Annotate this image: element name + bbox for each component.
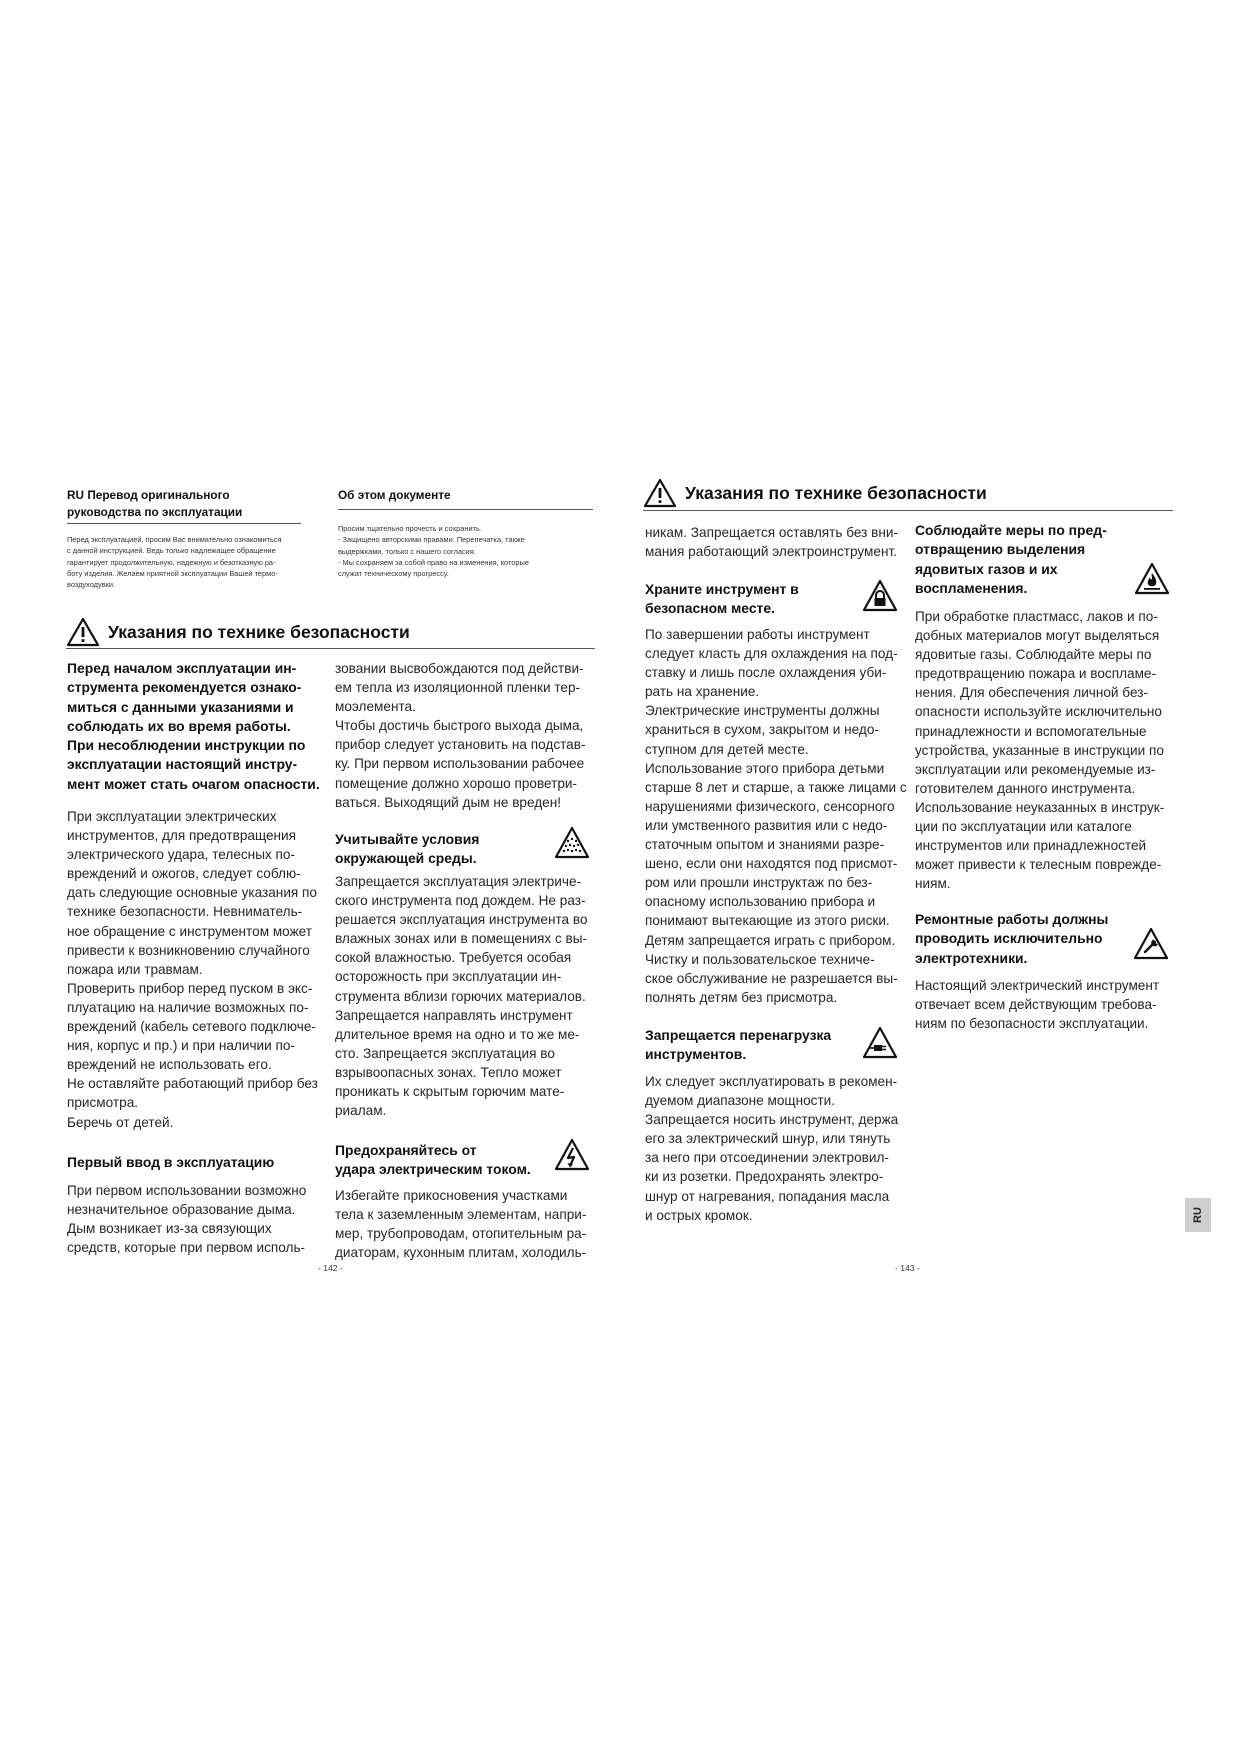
safety-banner-title: Указания по технике безопасности: [108, 621, 410, 642]
plug-overload-icon: [862, 1026, 898, 1060]
first-use-title: Первый ввод в эксплуатацию: [67, 1154, 275, 1170]
page-number-left: - 142 -: [318, 1263, 343, 1273]
electric-shock-title: Предохраняйтесь от удара электрическим током.: [335, 1142, 531, 1178]
banner-underline: [643, 510, 1173, 511]
intro-small-text: Перед эксплуатацией, просим Вас внимательно ознакомиться с данной инструкцией. Ведь только надлежащее обращение гарантирует продолжительную, надежную и безотказную ра- боту изделия. Желаем приятной эксплуатации Вашей термо- воздуходувки.: [67, 535, 282, 590]
electric-shock-icon: [554, 1138, 590, 1172]
repair-wrench-icon: [1133, 927, 1169, 961]
electric-shock-text: Избегайте прикосновения участками тела к заземленным элементам, напри- мер, трубопроводам, отопительным ра- диаторам, кухонным плитам, холодиль-: [335, 1188, 587, 1261]
toxic-gases-title: Соблюдайте меры по пред- отвращению выделения ядовитых газов и их воспламенения.: [915, 522, 1107, 596]
safety-banner-right: [643, 478, 987, 508]
translation-header: RU Перевод оригинального руководства по эксплуатации: [67, 488, 243, 519]
storage-text: По завершении работы инструмент следует класть для охлаждения на под- ставку и лишь после охлаждения уби- рать на хранение. Электрические инструменты должны храниться в сухом, закрытом и недо- ступном для детей месте. Использование этого прибора детьми старше 8 лет и старше, а также лицами с нарушениями физического, сенсорного или умственного развития или с недо- статочным опытом и знаниями разре- шено, если они находятся под присмот- ром или прошли инструктаж по без- опасному использованию прибора и понимают вытекающие из этого риски. Детям запрещается играть с прибором. Чистку и пользовательское техниче- ское обслуживание не разрешается вы- полнять детям без присмотра.: [645, 627, 907, 1005]
safety-banner-left: [66, 617, 410, 647]
repair-title: Ремонтные работы должны проводить исключительно электротехники.: [915, 911, 1109, 966]
overload-title: Запрещается перенагрузка инструментов.: [645, 1027, 832, 1063]
safety-banner-title: Указания по технике безопасности: [685, 482, 987, 503]
language-tab-label: RU: [1191, 1207, 1204, 1223]
rain-environment-icon: [554, 826, 590, 860]
storage-title: Храните инструмент в безопасном месте.: [645, 581, 799, 617]
repair-text: Настоящий электрический инструмент отвечает всем действующим требова- ниям по безопасности эксплуатации.: [915, 978, 1160, 1032]
intro-warning-bold: Перед началом эксплуатации ин- струмента рекомендуется ознако- миться с данными указаниями и соблюдать их во время работы. При несоблюдении инструкции по эксплуатации настоящий инстру- мент может стать очагом опасности.: [67, 660, 320, 792]
header-divider: [67, 523, 301, 524]
warning-triangle-icon: [66, 617, 100, 647]
about-document-text: Просим тщательно прочесть и сохранить. - Защищено авторскими правами. Перепечатка, также выдержками, только с нашего согласия. - Мы сохраняем за собой право на изменения, которые служат техническому прогрессу.: [338, 524, 529, 579]
smoke-text: зовании высвобождаются под действи- ем тепла из изоляционной пленки тер- моэлемента. Чтобы достичь быстрого выхода дыма, прибор следует установить на подстав- ку. При первом использовании рабочее помещение должно хорошо проветри- ваться. Выходящий дым не вреден!: [335, 661, 586, 810]
warning-triangle-icon: [643, 478, 677, 508]
lock-storage-icon: [862, 579, 898, 613]
about-divider: [338, 509, 593, 510]
banner-underline: [66, 648, 595, 649]
toxic-gases-text: При обработке пластмасс, лаков и по- добных материалов могут выделяться ядовитые газы. Соблюдайте меры по предотвращению пожара и воспламе- нения. Для обеспечения личной без- опасности используйте исключительно принадлежности и вспомогательные устройства, указанные в инструкции по эксплуатации или рекомендуемые из- готовителем данного инструмента. Использование неуказанных в инструк- ции по эксплуатации или каталоге инструментов или принадлежностей может привести к телесным поврежде- ниям.: [915, 609, 1165, 892]
body-safety-text: При эксплуатации электрических инструментов, для предотвращения электрического удара, телесных по- вреждений и ожогов, следует соблю- дать следующие основные указания по технике безопасности. Невниматель- ное обращение с инструментом может привести к возникновению случайного пожара или травмам. Проверить прибор перед пуском в экс- плуатацию на наличие возможных по- вреждений (кабель сетевого подключе- ния, корпус и пр.) и при наличии по- вреждений не использовать его. Не оставляйте работающий прибор без присмотра. Беречь от детей.: [67, 809, 318, 1130]
page-number-right: - 143 -: [895, 1263, 920, 1273]
environment-title: Учитывайте условия окружающей среды.: [335, 831, 480, 867]
environment-text: Запрещается эксплуатация электриче- ского инструмента под дождем. Не раз- решается эксплуатация инструмента во влажных зонах или в помещениях с вы- сокой влажностью. Требуется особая осторожность при эксплуатации ин- струмента вблизи горючих материалов. Запрещается направлять инструмент длительное время на одно и то же ме- сто. Запрещается эксплуатация во взрывоопасных зонах. Тепло может проникать к скрытым горючим мате- риалам.: [335, 874, 588, 1119]
continued-text: никам. Запрещается оставлять без вни- мания работающий электроинструмент.: [645, 525, 898, 560]
language-tab: [1185, 1198, 1211, 1232]
first-use-text: При первом использовании возможно незначительное образование дыма. Дым возникает из-за связующих средств, которые при первом исполь-: [67, 1183, 307, 1256]
overload-text: Их следует эксплуатировать в рекомен- дуемом диапазоне мощности. Запрещается носить инструмент, держа его за электрический шнур, или тянуть за него при отсоединении электровил- ки из розетки. Предохранять электро- шнур от нагревания, попадания масла и острых кромок.: [645, 1074, 899, 1223]
flammable-gas-icon: [1134, 562, 1170, 596]
about-document-title: Об этом документе: [338, 488, 451, 502]
